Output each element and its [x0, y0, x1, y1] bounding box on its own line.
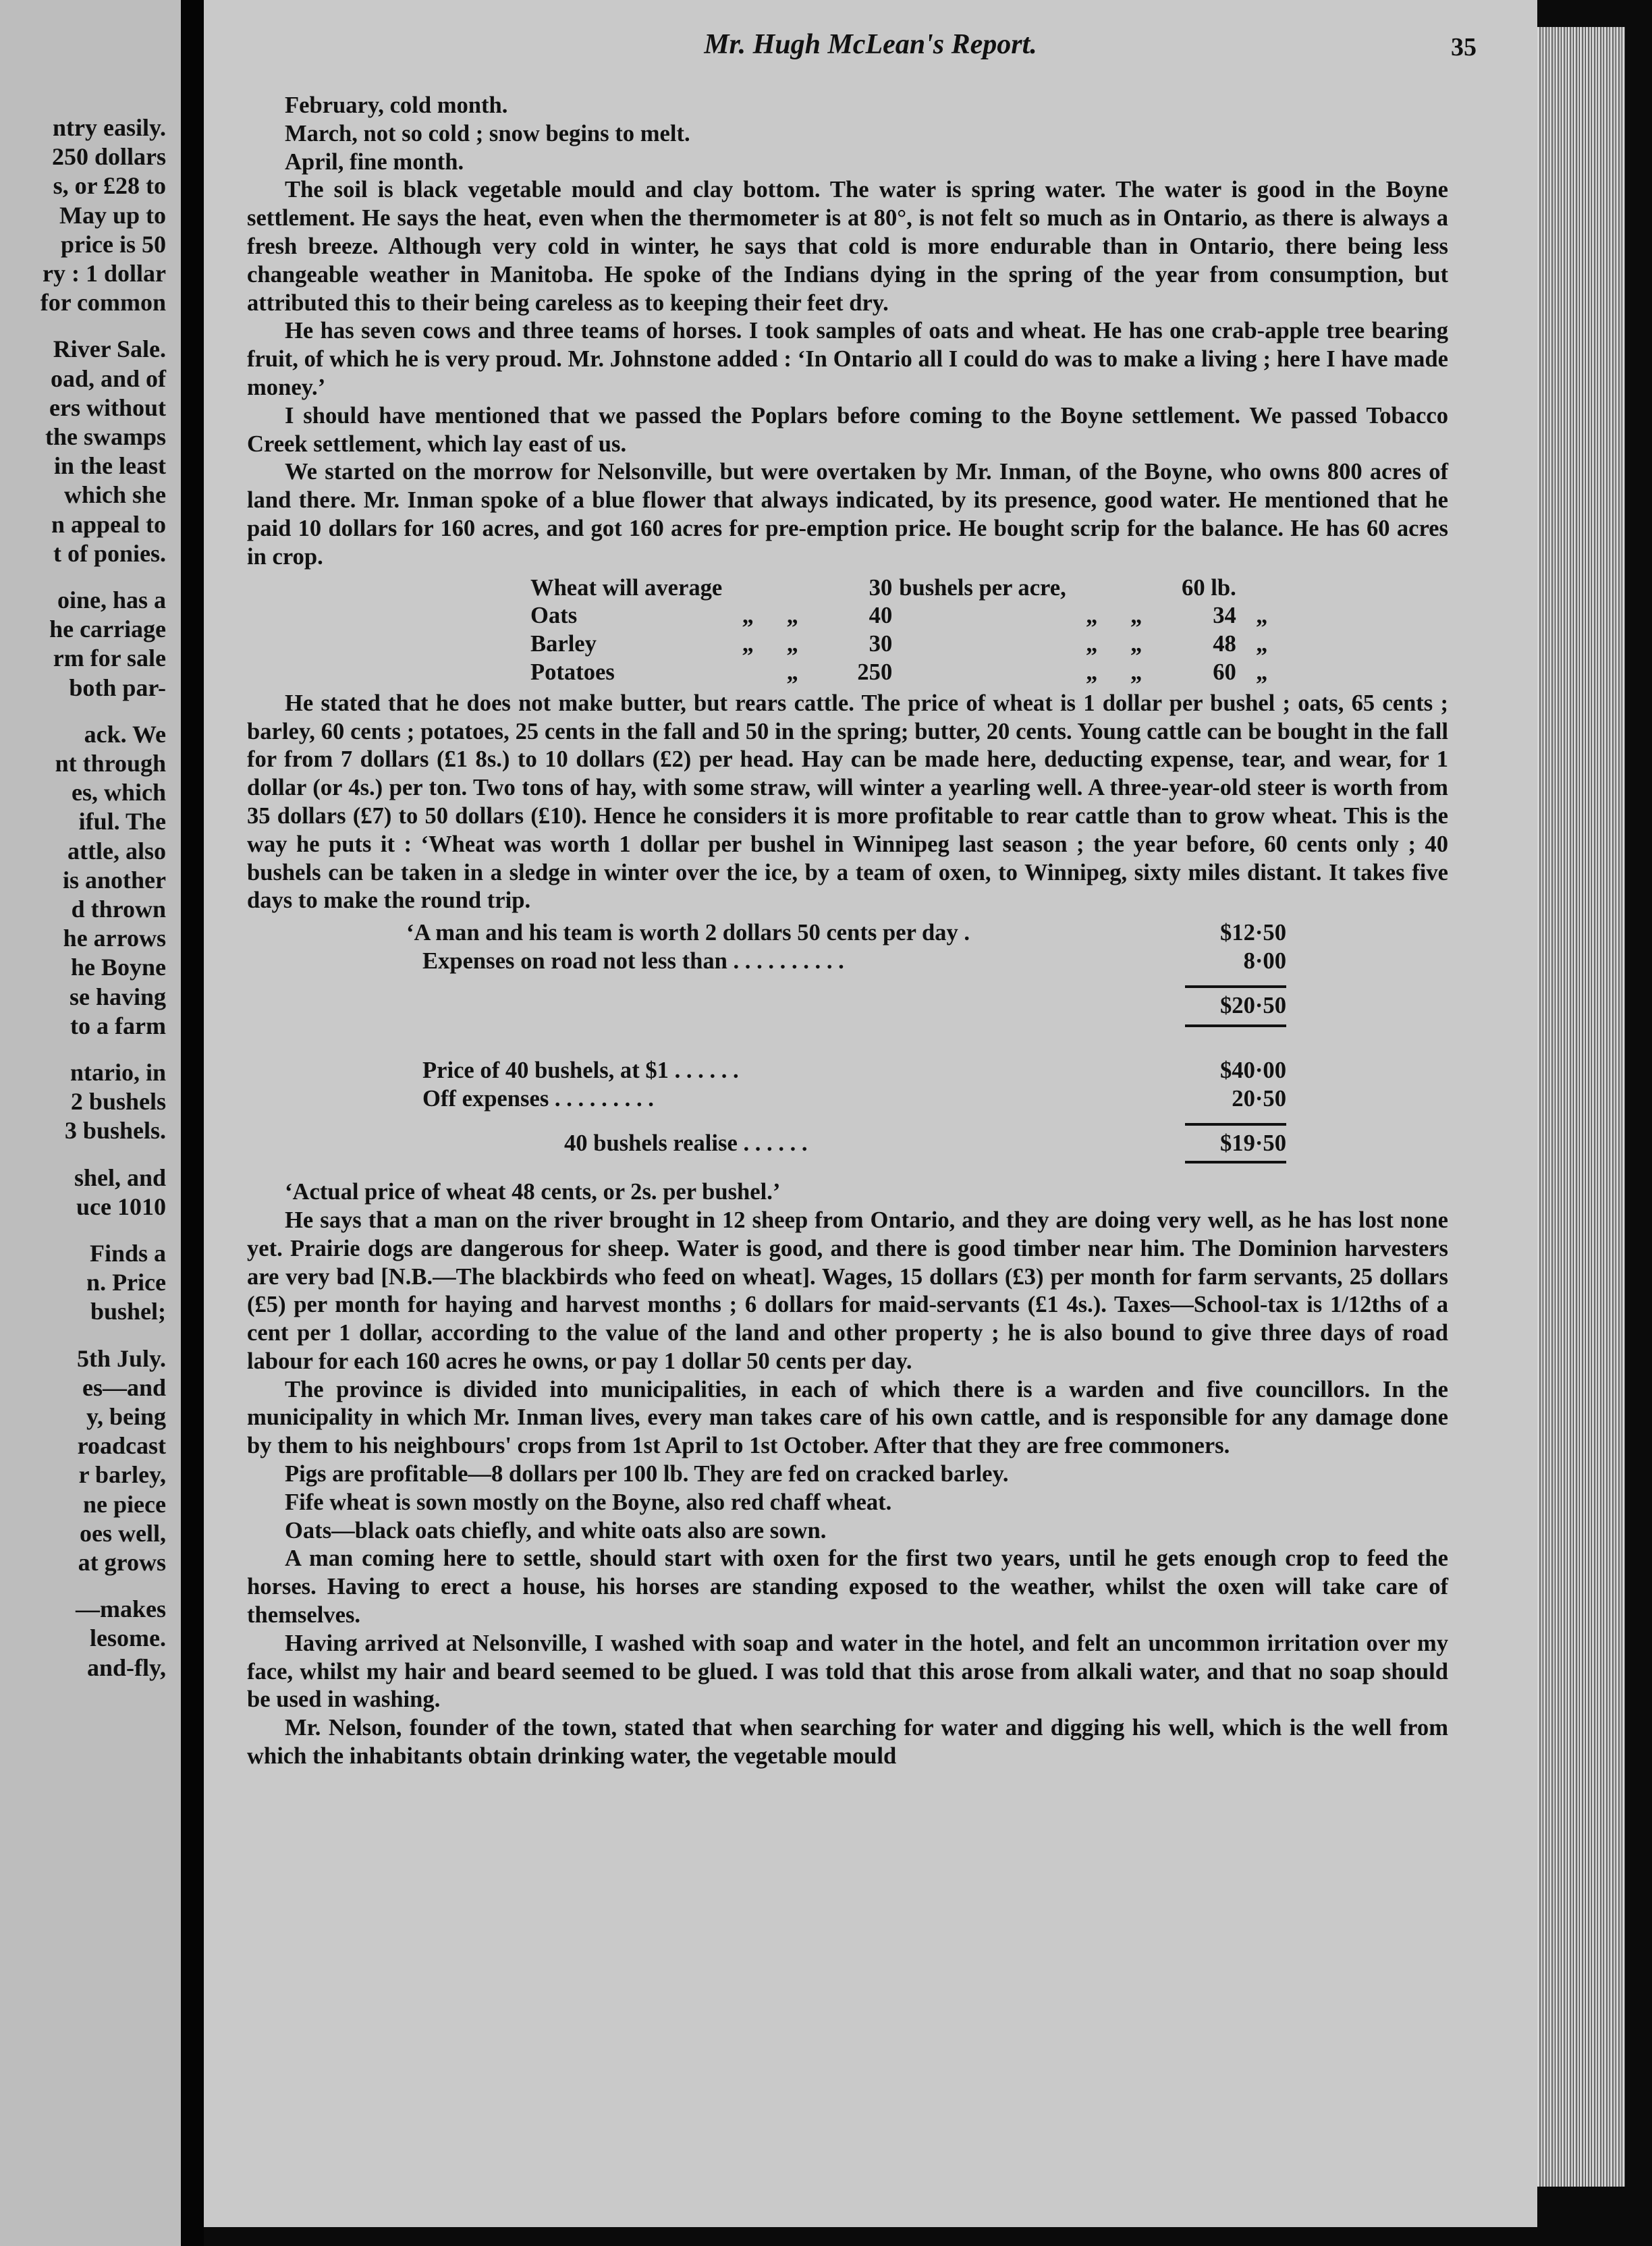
paragraph: The soil is black vegetable mould and clay bottom. The water is spring water. The water is good in the Boyne settlement. He says the heat, even when the thermometer is at 80°, is not felt so much as in Ontario, as there is always a fresh breeze. Although very cold in winter, he says that cold is more endurable than in Ontario, there being less changeable weather in Manitoba. He spoke of the Indians dying in the spring of the year from consumption, but attributed this to their being careless as to keeping their feet dry. — [247, 177, 1448, 316]
facing-page-line: n. Price — [86, 1269, 166, 1296]
account-label: 40 bushels realise . . . . . . — [564, 1130, 808, 1157]
crop-cell-unit — [899, 602, 1073, 630]
facing-page-line: t of ponies. — [53, 539, 166, 567]
facing-page-line: es—and — [82, 1373, 166, 1401]
facing-page-line: May up to — [59, 201, 166, 229]
crop-cell-weight: 60 lb. — [1182, 574, 1236, 601]
crop-cell-crop: Potatoes — [530, 659, 615, 685]
facing-page-line: nt through — [55, 750, 166, 777]
facing-page-line: oes well, — [80, 1519, 166, 1547]
rule-row — [247, 1114, 1448, 1130]
crop-cell-d1: „ — [742, 603, 754, 629]
paragraph: We started on the morrow for Nelsonville, but were overtaken by Mr. Inman, of the Boyne, who owns 800 acres of land there. Mr. Inman spoke of a blue flower that always indicated, by its presence, good water. He mentioned that he paid 10 dollars for 160 acres, and got 160 acres for pre-emption price. He bought scrip for the balance. He has 60 acres in crop. — [247, 459, 1448, 570]
facing-page-line: which she — [63, 481, 166, 509]
facing-page-line: 250 dollars — [51, 143, 166, 171]
crop-cell-d1b: „ — [786, 631, 798, 657]
paragraph: Having arrived at Nelsonville, I washed with soap and water in the hotel, and felt an uncommon irritation over my face, whilst my hair and beard seemed to be glued. I was told that this arose from alkali water, and that no soap should be used in washing. — [247, 1630, 1448, 1713]
crop-cell-d2 — [1073, 574, 1118, 603]
crop-cell-d1b — [773, 574, 818, 603]
sum-rule — [1185, 985, 1286, 988]
crop-cell-yield: 250 — [857, 659, 893, 685]
crop-cell-d1b: „ — [786, 603, 798, 629]
facing-page-line: ntry easily. — [53, 114, 166, 141]
crop-row — [530, 602, 1288, 630]
crop-cell-d2: „ — [1086, 659, 1098, 685]
rule-row — [247, 976, 1448, 992]
facing-page-line: he arrows — [63, 925, 166, 952]
crop-cell-unit: bushels per acre, — [899, 574, 1066, 601]
paragraph: April, fine month. — [285, 148, 464, 175]
facing-page-line: and-fly, — [86, 1653, 166, 1681]
crop-cell-d2b: „ — [1130, 631, 1142, 657]
account-row — [247, 1057, 1448, 1085]
facing-page-line: attle, also — [67, 837, 166, 865]
facing-page-line: price is 50 — [61, 230, 166, 258]
account-total: $19·50 — [1220, 1130, 1286, 1157]
crop-cell-crop: Wheat will average — [530, 574, 723, 601]
crop-cell-d2b: „ — [1130, 659, 1142, 685]
crop-cell-yield: 30 — [869, 574, 893, 601]
facing-page-line: River Sale. — [53, 335, 166, 363]
sum-rule — [1185, 1123, 1286, 1126]
account-amount: $40·00 — [1220, 1058, 1286, 1084]
paragraph: Pigs are profitable—8 dollars per 100 lb. They are fed on cracked barley. — [285, 1461, 1009, 1487]
account-label: Expenses on road not less than . . . . . . . . . . — [422, 948, 844, 975]
crop-cell-weight: 60 — [1213, 659, 1236, 685]
paragraph: March, not so cold ; snow begins to melt. — [285, 120, 690, 146]
sum-rule — [1185, 1024, 1286, 1027]
text-block-bottom — [247, 1178, 1448, 1771]
facing-page-line: shel, and — [74, 1163, 166, 1191]
paragraph: He says that a man on the river brought in 12 sheep from Ontario, and they are doing very well, as he has lost none yet. Prairie dogs are dangerous for sheep. Water is good, and there is good timber near him. The Dominion harvesters are very bad [N.B.—The blackbirds who feed on wheat]. Wages, 15 dollars (£3) per month for farm servants, 25 dollars (£5) per month for haying and harvest months ; 6 dollars for maid-servants (£1 4s.). Taxes—School-tax is 1/12ths of a cent per 1 dollar, according to the value of the land and other property ; he is also bound to give three days of road labour for each 160 acres he owns, or pay 1 dollar 50 cents per day. — [247, 1207, 1448, 1374]
crop-cell-d1b: „ — [786, 659, 798, 685]
facing-page-line: oad, and of — [50, 364, 166, 392]
crop-row — [530, 574, 1288, 603]
crop-cell-d3: „ — [1256, 603, 1268, 629]
facing-page-line: at grows — [78, 1549, 166, 1576]
crop-cell-weight: 34 — [1213, 603, 1236, 629]
facing-page-line: is another — [63, 866, 166, 894]
account-amount: 8·00 — [1243, 948, 1286, 975]
facing-page-line: roadcast — [77, 1432, 166, 1460]
crop-row — [530, 659, 1288, 687]
crop-cell-d1: „ — [742, 631, 754, 657]
crop-cell-crop: Oats — [530, 603, 578, 629]
paragraph: Fife wheat is sown mostly on the Boyne, also red chaff wheat. — [285, 1489, 892, 1515]
facing-page-line: s, or £28 to — [53, 172, 166, 200]
rule-row — [247, 1020, 1448, 1037]
facing-page-line: 3 bushels. — [64, 1117, 166, 1145]
facing-page-line: he carriage — [49, 615, 166, 643]
crop-cell-weight: 48 — [1213, 631, 1236, 657]
account-row — [247, 1130, 1448, 1158]
facing-page-line: Finds a — [89, 1240, 166, 1267]
facing-page-line: 2 bushels — [70, 1088, 166, 1116]
facing-page-line: uce 1010 — [76, 1193, 166, 1220]
crop-cell-d2b — [1118, 574, 1162, 603]
facing-page-line: d thrown — [71, 896, 166, 923]
paragraph: He stated that he does not make butter, but rears cattle. The price of wheat is 1 dollar per bushel ; oats, 65 cents ; barley, 60 cents ; potatoes, 25 cents in the fall and 50 in the spring; butter, 20 cents. Young cattle can be bought in the fall for from 7 dollars (£1 8s.) to 10 dollars (£2) per head. Hay can be made here, deducting expense, tear, and wear, for 1 dollar (or 4s.) per ton. Two tons of hay, with some straw, will winter a yearling well. A three-year-old steer is worth from 35 dollars (£7) to 50 dollars (£10). Hence he considers it is more profitable to rear cattle than to grow wheat. This is the way he puts it : ‘Wheat was worth 1 dollar per bushel in Winnipeg last season ; the year before, 60 cents only ; 40 bushels can be taken in a sledge in winter over the ice, by a team of oxen, to Winnipeg, sixty miles distant. It takes five days to make the round trip. — [247, 690, 1448, 914]
facing-page-line: n appeal to — [51, 510, 166, 538]
crop-cell-d3: „ — [1256, 659, 1268, 685]
crop-cell-d3: „ — [1256, 631, 1268, 657]
paragraph: He has seven cows and three teams of horses. I took samples of oats and wheat. He has one crab-apple tree bearing fruit, of which he is very proud. Mr. Johnstone added : ‘In Ontario all I could do was to make a living ; here I have made money.’ — [247, 318, 1448, 400]
crop-cell-d1 — [729, 659, 773, 687]
facing-page-line: in the least — [54, 452, 166, 480]
crop-cell-yield: 40 — [869, 603, 893, 629]
facing-page-line: ry : 1 dollar — [43, 260, 166, 287]
paragraph: Mr. Nelson, founder of the town, stated that when searching for water and digging his well, which is the well from which the inhabitants obtain drinking water, the vegetable mould — [247, 1715, 1448, 1770]
facing-page-line: ers without — [49, 393, 166, 421]
page-number: 35 — [1451, 33, 1477, 61]
facing-page-line: ne piece — [83, 1490, 166, 1518]
facing-page-line: 5th July. — [76, 1344, 166, 1372]
paragraph: I should have mentioned that we passed the Poplars before coming to the Boyne settlement. We passed Tobacco Creek settlement, which lay east of us. — [247, 402, 1448, 457]
page-header — [204, 28, 1537, 69]
page-body — [247, 92, 1448, 1771]
account-row — [247, 919, 1448, 948]
facing-page-line: lesome. — [90, 1624, 166, 1652]
facing-page-line: to a farm — [70, 1012, 166, 1039]
facing-page-line: both par- — [69, 674, 166, 701]
text-block-top — [247, 92, 1448, 572]
page-edges — [1537, 27, 1625, 2187]
account-amount: $12·50 — [1220, 920, 1286, 946]
facing-page-line: —makes — [76, 1595, 166, 1623]
crop-cell-yield: 30 — [869, 631, 893, 657]
crop-cell-d2: „ — [1086, 631, 1098, 657]
account-table — [247, 919, 1448, 1172]
account-row — [247, 1085, 1448, 1114]
crop-cell-d3 — [1243, 574, 1288, 603]
paragraph: February, cold month. — [285, 92, 508, 118]
facing-page-line: iful. The — [78, 808, 166, 836]
facing-page-line: ntario, in — [70, 1059, 166, 1086]
crop-row — [530, 630, 1288, 659]
facing-page-line: ack. We — [84, 720, 166, 748]
account-subtotal: $20·50 — [1220, 993, 1286, 1019]
facing-page-fragment — [0, 0, 181, 2246]
account-row — [247, 948, 1448, 976]
book-gutter — [181, 0, 204, 2246]
crop-yield-table — [247, 574, 1448, 687]
running-title: Mr. Hugh McLean's Report. — [704, 29, 1037, 60]
paragraph: Oats—black oats chiefly, and white oats also are sown. — [285, 1517, 827, 1543]
facing-page-line: es, which — [71, 779, 166, 806]
account-row — [247, 992, 1448, 1020]
sum-rule — [1185, 1161, 1286, 1163]
paragraph: ‘Actual price of wheat 48 cents, or 2s. per bushel.’ — [285, 1179, 781, 1205]
paragraph: The province is divided into municipalities, in each of which there is a warden and five councillors. In the municipality in which Mr. Inman lives, every man takes care of his own cattle, and is responsible for any damage done by them to his neighbours' crops from 1st April to 1st October. After that they are free commoners. — [247, 1376, 1448, 1459]
account-label: Price of 40 bushels, at $1 . . . . . . — [422, 1058, 739, 1084]
facing-page-line: rm for sale — [53, 645, 166, 672]
crop-cell-d2: „ — [1086, 603, 1098, 629]
facing-page-line: se having — [69, 983, 166, 1010]
crop-cell-unit — [899, 630, 1073, 659]
crop-cell-crop: Barley — [530, 631, 597, 657]
facing-page-line: y, being — [86, 1403, 166, 1430]
facing-page-line: the swamps — [45, 423, 166, 450]
rule-row — [247, 1158, 1448, 1172]
facing-page-line: r barley, — [78, 1461, 166, 1489]
crop-cell-d1 — [729, 574, 773, 603]
account-label: Off expenses . . . . . . . . . — [422, 1086, 654, 1112]
facing-page-line: he Boyne — [70, 954, 166, 981]
facing-page-line: bushel; — [90, 1298, 166, 1325]
paragraph: A man coming here to settle, should start with oxen for the first two years, until he gets enough crop to feed the horses. Having to erect a house, his horses are standing exposed to the weather, whilst the oxen will take care of themselves. — [247, 1545, 1448, 1628]
crop-cell-d2b: „ — [1130, 603, 1142, 629]
text-block-middle — [247, 690, 1448, 915]
account-label: ‘A man and his team is worth 2 dollars 50 cents per day . — [406, 920, 970, 946]
account-amount: 20·50 — [1232, 1086, 1286, 1112]
crop-cell-unit — [899, 659, 1073, 687]
facing-page-line: for common — [40, 289, 166, 317]
book-page — [204, 0, 1537, 2227]
facing-page-line: oine, has a — [57, 586, 166, 613]
